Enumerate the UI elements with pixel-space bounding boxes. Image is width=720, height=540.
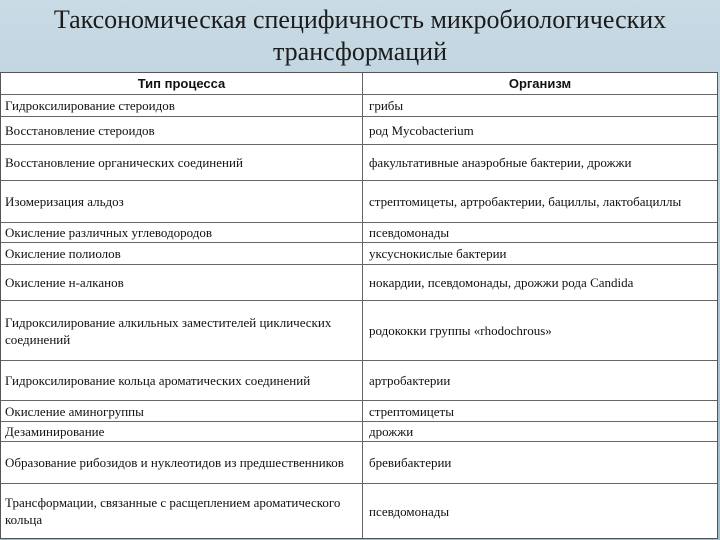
organism-cell: род Mycobacterium <box>369 123 474 138</box>
organism-cell: родококки группы «rhodochrous» <box>369 323 552 338</box>
table-row <box>1 483 717 538</box>
organism-cell: стрептомицеты, артробактерии, бациллы, лактобациллы <box>369 194 682 209</box>
organism-cell: псевдомонады <box>369 503 450 519</box>
table-row <box>1 360 717 400</box>
organism-cell: дрожжи <box>369 424 414 439</box>
process-cell: Гидроксилирование алкильных заместителей циклических соединений <box>1 301 363 360</box>
process-cell: Восстановление стероидов <box>1 117 363 144</box>
process-cell: Восстановление органических соединений <box>1 145 363 180</box>
table-row <box>1 180 717 222</box>
header-organism: Организм <box>508 76 572 91</box>
organism-cell: грибы <box>369 98 404 113</box>
organism-cell: факультативные анаэробные бактерии, дрожжи <box>369 155 632 170</box>
table-row <box>1 242 717 264</box>
table-row <box>1 264 717 300</box>
header-process: Тип процесса <box>1 73 363 94</box>
organism-cell: артробактерии <box>369 373 451 388</box>
process-cell: Окисление различных углеводородов <box>1 223 363 242</box>
organism-cell: уксуснокислые бактерии <box>369 246 507 261</box>
table-row <box>1 144 717 180</box>
process-cell: Окисление н-алканов <box>1 265 363 300</box>
process-cell: Гидроксилирование кольца ароматических соединений <box>1 361 363 400</box>
table-row <box>1 222 717 242</box>
organism-cell: стрептомицеты <box>369 403 454 419</box>
process-cell: Окисление аминогруппы <box>1 401 363 421</box>
table-row <box>1 116 717 144</box>
process-cell: Окисление полиолов <box>1 243 363 264</box>
table-row <box>1 421 717 441</box>
process-cell: Образование рибозидов и нуклеотидов из предшественников <box>1 442 363 483</box>
transformations-table <box>0 72 718 539</box>
organism-cell: псевдомонады <box>369 225 450 240</box>
table-header-row <box>1 73 717 94</box>
slide-title: Таксономическая специфичность микробиологических трансформаций <box>53 5 667 66</box>
table-row <box>1 94 717 116</box>
table-row <box>1 441 717 483</box>
process-cell: Гидроксилирование стероидов <box>1 95 363 116</box>
organism-cell: нокардии, псевдомонады, дрожжи рода Candida <box>369 275 634 290</box>
process-cell: Изомеризация альдоз <box>1 181 363 222</box>
table-row <box>1 300 717 360</box>
table-row <box>1 400 717 421</box>
process-cell: Дезаминирование <box>1 422 363 441</box>
organism-cell: бревибактерии <box>369 455 452 470</box>
process-cell: Трансформации, связанные с расщеплением ароматического кольца <box>1 484 363 538</box>
